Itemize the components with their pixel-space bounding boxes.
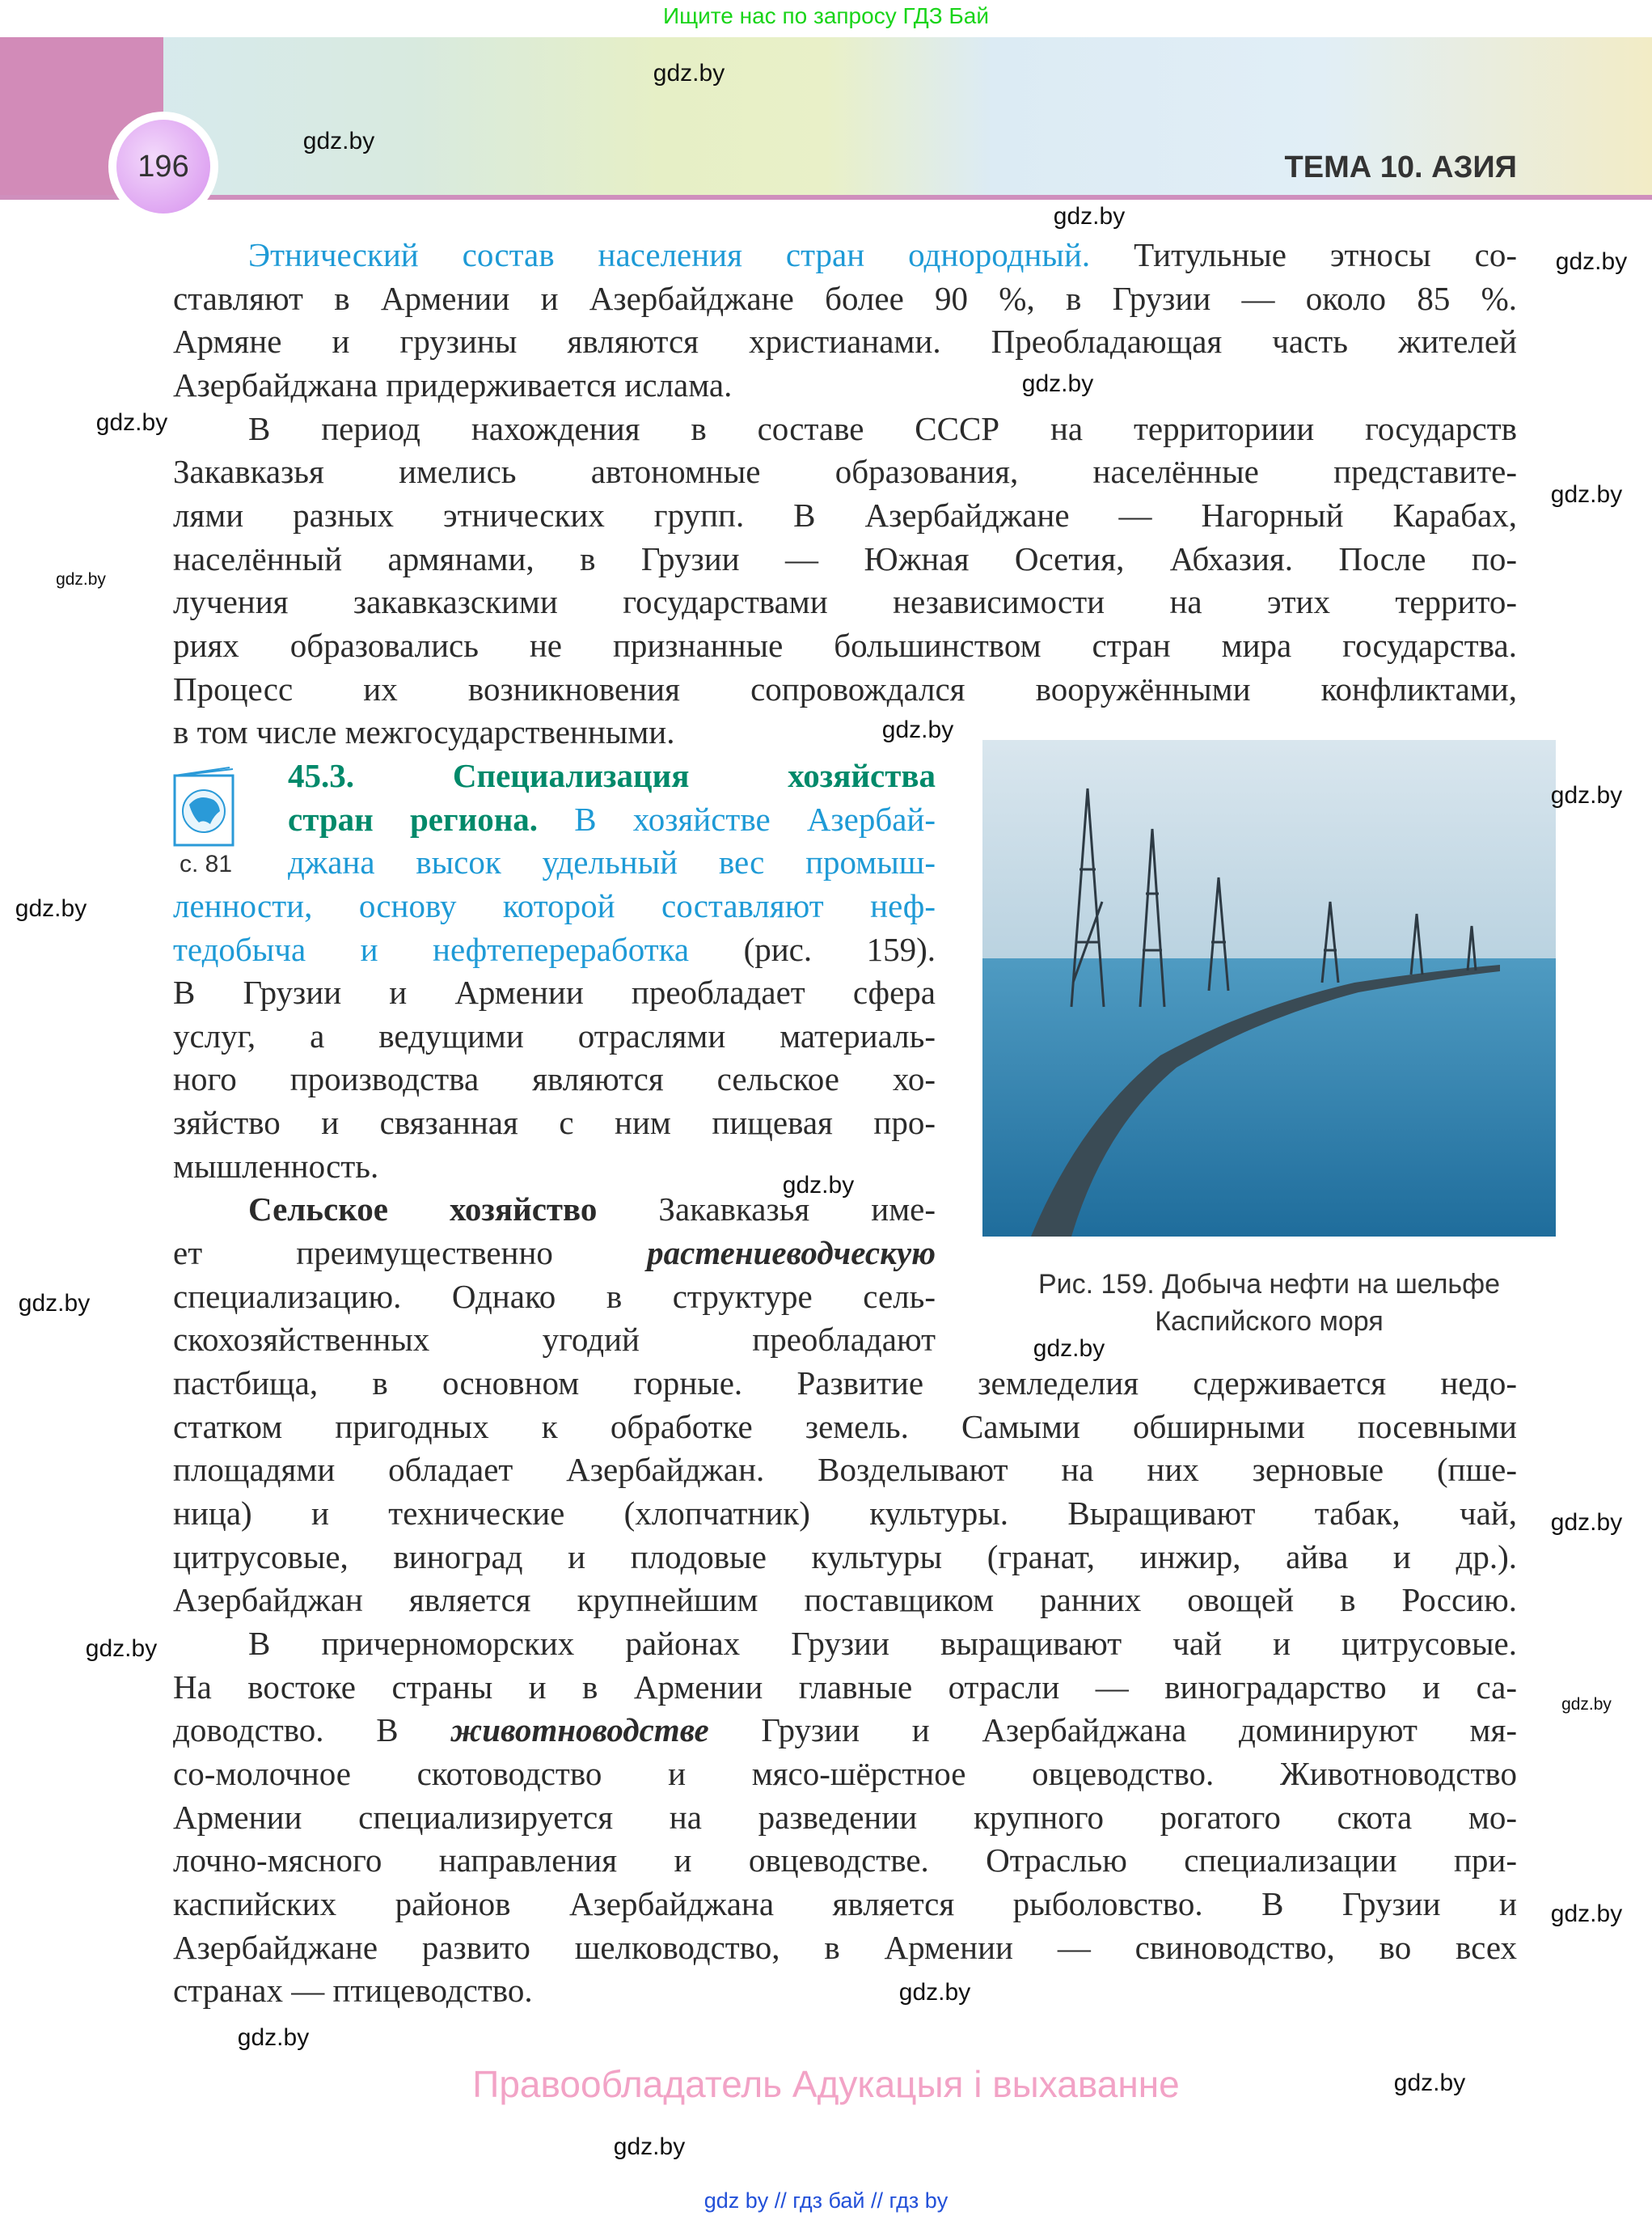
text-line: зяйство и связанная с ним пищевая про- [173,1104,936,1142]
text-line: услуг, а ведущими отраслями материаль- [173,1017,936,1055]
term: животноводстве [450,1711,709,1749]
copyright-owner: Правообладатель Адукацыя і выхаванне [472,2063,1180,2105]
figure-caption [982,1266,1556,1340]
text-line: В Грузии и Армении преобладает сфера [173,974,936,1012]
watermark: gdz.by [1550,1509,1623,1536]
text-line: площадями обладает Азербайджан. Возделывают на них зерновые (пше- [173,1451,1517,1489]
atlas-book-icon [173,766,236,847]
watermark: gdz.by [56,570,106,589]
text-line [173,1232,936,1275]
watermark: gdz.by [95,409,168,436]
watermark: gdz.by [1550,481,1623,508]
text-line: Азербайджане развито шелководство, в Армении — свиноводство, во всех [173,1928,1517,1966]
text-line: цитрусовые, виноград и плодовые культуры (гранат, инжир, айва и др.). [173,1537,1517,1575]
footer-links[interactable]: gdz by // гдз бай // гдз by [703,2188,949,2213]
text-line: населённый армянами, в Грузии — Южная Осетия, Абхазия. После по- [173,539,1517,577]
watermark: gdz.by [1555,248,1628,275]
text-line: каспийских районов Азербайджана является рыболовство. В Грузии и [173,1884,1517,1922]
oil-platform-photo [982,740,1556,1237]
watermark: gdz.by [1021,370,1094,397]
page-number: 196 [116,120,210,214]
text: Грузии и Азербайджана доминируют мя- [708,1711,1517,1749]
watermark: gdz.by [15,895,87,922]
term: растениеводческую [647,1234,936,1272]
text-line: лочно-мясного направления и овцеводстве. Отраслью специализации при- [173,1841,1517,1879]
text: доводство. В [173,1711,451,1749]
watermark: gdz.by [237,2024,310,2051]
text-line: ного производства являются сельское хо- [173,1060,936,1098]
watermark: gdz.by [1561,1695,1612,1714]
text-line: лучения закавказскими государствами независимости на этих террито- [173,583,1517,621]
watermark: gdz.by [302,128,375,154]
text-line: Армении специализируется на разведении крупного рогатого скота мо- [173,1798,1517,1836]
text-line: ставляют в Армении и Азербайджане более 90 %, в Грузии — около 85 %. [173,279,1517,317]
text-line: мышленность. [173,1147,379,1185]
text-line: Армяне и грузины являются христианами. Преобладающая часть жителей [173,323,1517,361]
watermark: gdz.by [18,1290,91,1317]
section-heading: 45.3. Специализация хозяйства [288,756,936,794]
caption-line: Каспийского моря [1155,1306,1384,1337]
highlight: В хозяйстве Азербай- [538,800,936,838]
text-line [173,928,936,972]
text-line: ница) и технические (хлопчатник) культуры. Выращивают табак, чай, [173,1495,1517,1533]
header-divider [0,195,1652,200]
text-line [288,798,936,842]
watermark: gdz.by [1550,782,1623,809]
section-heading: стран региона. [288,800,539,838]
text-line [173,234,1517,277]
caption-line: Рис. 159. Добыча нефти на шельфе [1037,1269,1501,1300]
text: Титульные этносы со- [1090,236,1517,273]
text-line: Азербайджан является крупнейшим поставщиком ранних овощей в Россию. [173,1581,1517,1619]
term: Сельское хозяйство [248,1190,598,1228]
highlight: Этнический состав населения стран однородный. [248,236,1091,273]
watermark: gdz.by [782,1172,855,1199]
watermark: gdz.by [898,1979,971,2006]
text-line: специализацию. Однако в структуре сель- [173,1277,936,1315]
text-line: риях образовались не признанные большинством стран мира государства. [173,626,1517,664]
text-line: скохозяйственных угодий преобладают [173,1321,936,1359]
text-line: В период нахождения в составе СССР на территориии государств [248,409,1517,447]
text: Закавказья име- [597,1190,936,1228]
watermark: gdz.by [613,2133,686,2160]
text-line: лями разных этнических групп. В Азербайджане — Нагорный Карабах, [173,496,1517,534]
watermark: gdz.by [1053,203,1126,230]
text-line: ленности, основу которой составляют неф- [173,886,936,924]
search-hint: Ищите нас по запросу ГДЗ Бай [662,3,990,28]
text-line: в том числе межгосударственными. [173,713,675,751]
figure-ref: (рис. 159). [689,930,936,968]
text-line: со-молочное скотоводство и мясо-шёрстное овцеводство. Животноводство [173,1754,1517,1792]
text: ет преимущественно [173,1234,648,1272]
text-line: статком пригодных к обработке земель. Самыми обширными посевными [173,1407,1517,1445]
text-line: В причерноморских районах Грузии выращивают чай и цитрусовые. [248,1625,1517,1662]
watermark: gdz.by [881,717,954,743]
atlas-page-ref: с. 81 [180,851,233,877]
text-line: Закавказья имелись автономные образования, населённые представите- [173,453,1517,491]
watermark: gdz.by [653,60,725,87]
highlight: тедобыча и нефтепереработка [173,930,690,968]
text-line: странах — птицеводство. [173,1972,533,2010]
watermark: gdz.by [1550,1901,1623,1927]
watermark: gdz.by [1033,1335,1105,1362]
text-line [173,1709,1517,1753]
page-number-badge [108,112,218,222]
text-line: пастбища, в основном горные. Развитие земледелия сдерживается недо- [173,1364,1517,1402]
watermark: gdz.by [1393,2070,1466,2096]
text-line: Азербайджана придерживается ислама. [173,366,733,404]
text-line: Процесс их возникновения сопровождался вооружёнными конфликтами, [173,670,1517,708]
text-line: джана высок удельный вес промыш- [288,844,936,882]
chapter-title: ТЕМА 10. АЗИЯ [1284,150,1517,184]
text-line: На востоке страны и в Армении главные отрасли — виноградарство и са- [173,1668,1517,1706]
watermark: gdz.by [85,1635,158,1662]
